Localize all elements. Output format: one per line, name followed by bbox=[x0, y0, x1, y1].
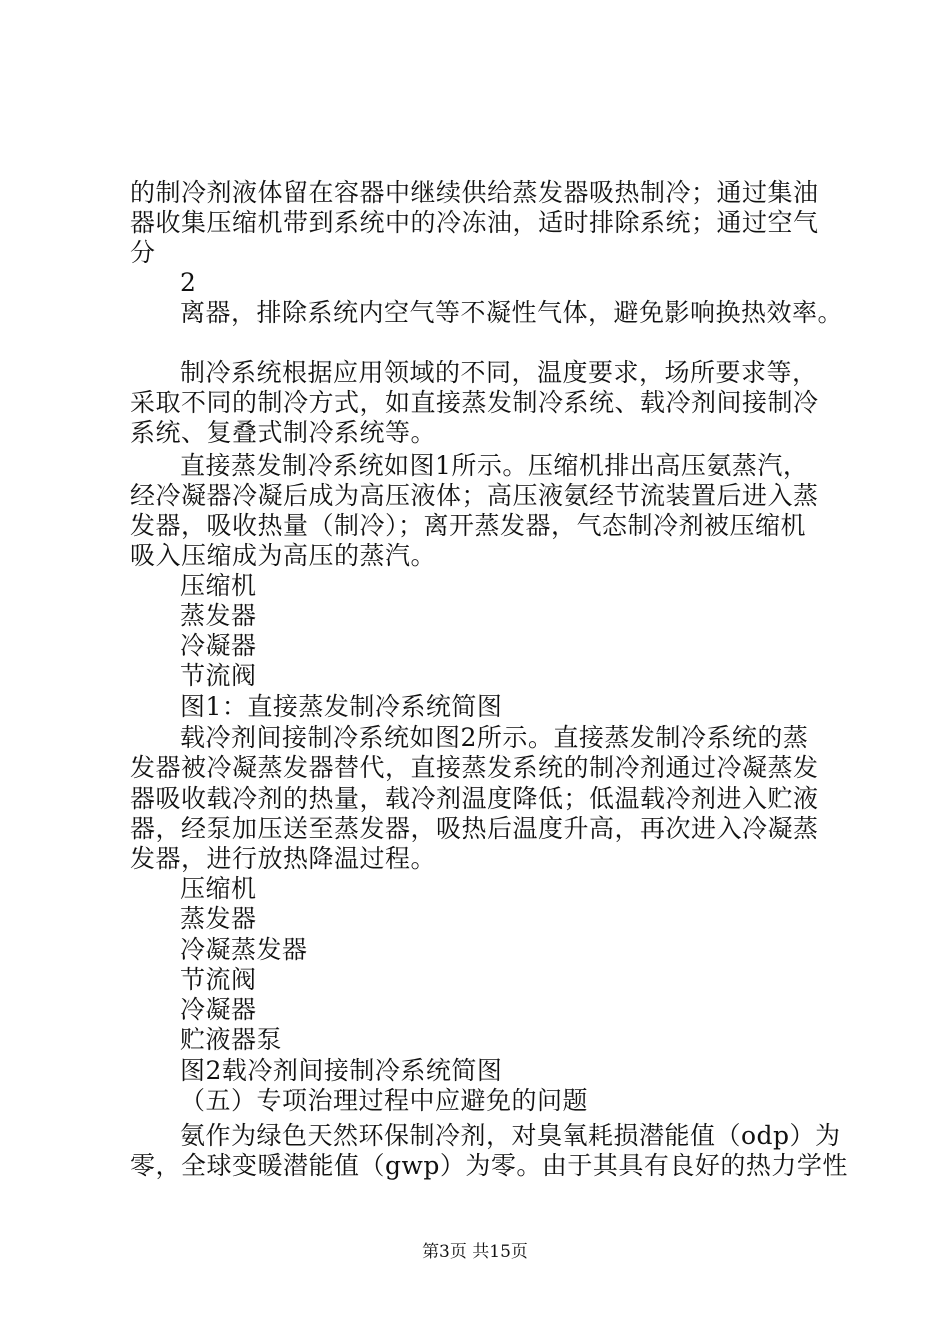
text-line: 发器，进行放热降温过程。 bbox=[130, 844, 437, 873]
figure-label: 节流阀 bbox=[180, 661, 257, 690]
text-line: 器吸收载冷剂的热量，载冷剂温度降低；低温载冷剂进入贮液 bbox=[130, 784, 819, 813]
text-line: 器，经泵加压送至蒸发器，吸热后温度升高，再次进入冷凝蒸 bbox=[130, 814, 819, 843]
text-line: 系统、复叠式制冷系统等。 bbox=[130, 418, 437, 447]
figure-label: 冷凝蒸发器 bbox=[180, 935, 308, 964]
text-line: 分 bbox=[130, 238, 156, 267]
figure-label: 冷凝器 bbox=[180, 995, 257, 1024]
figure-label: 蒸发器 bbox=[180, 601, 257, 630]
text-line: 的制冷剂液体留在容器中继续供给蒸发器吸热制冷；通过集油 bbox=[130, 178, 819, 207]
figure-label: 冷凝器 bbox=[180, 631, 257, 660]
paragraph-start: 氨作为绿色天然环保制冷剂，对臭氧耗损潜能值（odp）为 bbox=[180, 1121, 841, 1150]
paragraph-start: 制冷系统根据应用领域的不同，温度要求，场所要求等， bbox=[180, 358, 818, 387]
page-marker: 2 bbox=[180, 268, 197, 297]
text-line: 采取不同的制冷方式，如直接蒸发制冷系统、载冷剂间接制冷 bbox=[130, 388, 819, 417]
text-line: 发器，吸收热量（制冷）；离开蒸发器，气态制冷剂被压缩机 bbox=[130, 511, 807, 540]
paragraph-start: 载冷剂间接制冷系统如图2所示。直接蒸发制冷系统的蒸 bbox=[180, 723, 809, 752]
figure-label: 压缩机 bbox=[180, 571, 257, 600]
page-footer: 第3页 共15页 bbox=[422, 1242, 528, 1262]
figure-label: 蒸发器 bbox=[180, 904, 257, 933]
figure-label: 节流阀 bbox=[180, 965, 257, 994]
text-line: 零，全球变暖潜能值（gwp）为零。由于其具有良好的热力学性 bbox=[130, 1151, 848, 1180]
text-line: 吸入压缩成为高压的蒸汽。 bbox=[130, 541, 437, 570]
figure-caption: 图2载冷剂间接制冷系统简图 bbox=[180, 1056, 503, 1085]
figure-label: 压缩机 bbox=[180, 874, 257, 903]
figure-label: 贮液器泵 bbox=[180, 1025, 283, 1054]
figure-caption: 图1：直接蒸发制冷系统简图 bbox=[180, 692, 503, 721]
text-line: 离器，排除系统内空气等不凝性气体，避免影响换热效率。 bbox=[180, 298, 844, 327]
paragraph-start: 直接蒸发制冷系统如图1所示。压缩机排出高压氨蒸汽， bbox=[180, 451, 809, 480]
section-heading: （五）专项治理过程中应避免的问题 bbox=[180, 1086, 589, 1115]
text-line: 器收集压缩机带到系统中的冷冻油，适时排除系统；通过空气 bbox=[130, 208, 819, 237]
text-line: 发器被冷凝蒸发器替代，直接蒸发系统的制冷剂通过冷凝蒸发 bbox=[130, 753, 819, 782]
text-line: 经冷凝器冷凝后成为高压液体；高压液氨经节流装置后进入蒸 bbox=[130, 481, 819, 510]
